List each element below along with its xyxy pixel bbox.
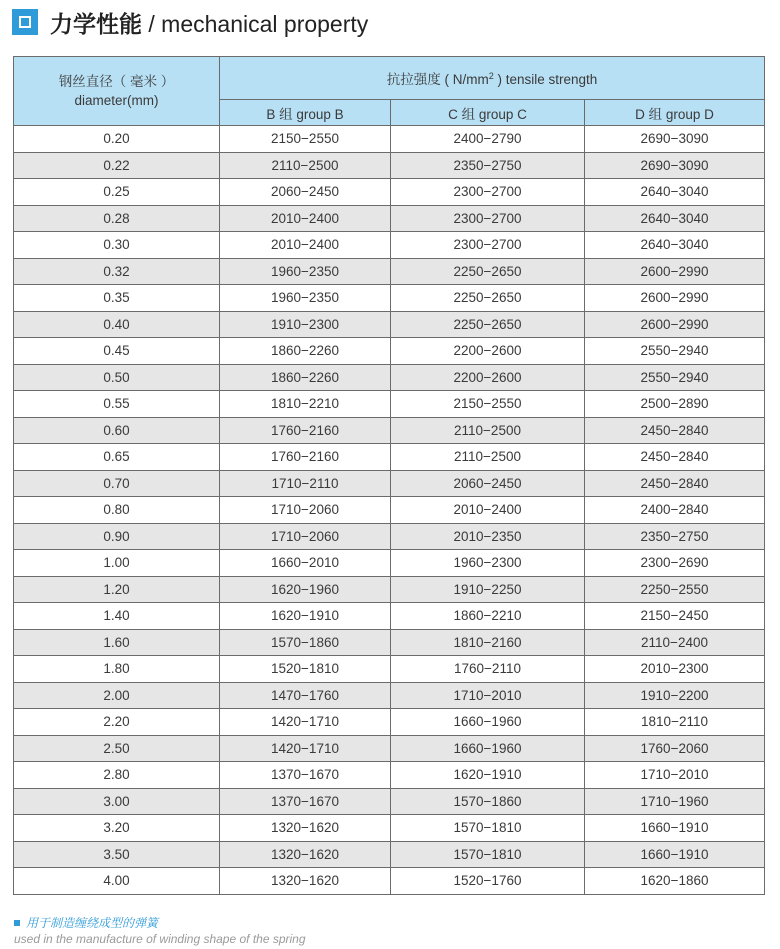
diameter-cell: 3.50 xyxy=(14,841,220,868)
group-c-cell: 2110−2500 xyxy=(391,444,585,471)
footnote-bullet-icon xyxy=(14,920,20,926)
diameter-cell: 0.25 xyxy=(14,179,220,206)
group-c-cell: 2010−2350 xyxy=(391,523,585,550)
group-c-cell: 2250−2650 xyxy=(391,258,585,285)
group-b-cell: 1620−1910 xyxy=(220,603,391,630)
group-d-cell: 2450−2840 xyxy=(585,470,765,497)
group-b-cell: 1320−1620 xyxy=(220,841,391,868)
table-row xyxy=(14,338,765,365)
group-d-cell: 2450−2840 xyxy=(585,417,765,444)
group-b-cell: 1420−1710 xyxy=(220,735,391,762)
diameter-cell: 1.00 xyxy=(14,550,220,577)
group-d-cell: 2640−3040 xyxy=(585,205,765,232)
group-c-cell: 1860−2210 xyxy=(391,603,585,630)
diameter-cell: 0.80 xyxy=(14,497,220,524)
table-row xyxy=(14,788,765,815)
diameter-cell: 0.50 xyxy=(14,364,220,391)
group-d-cell: 2640−3040 xyxy=(585,232,765,259)
group-b-cell: 2060−2450 xyxy=(220,179,391,206)
group-d-cell: 2600−2990 xyxy=(585,311,765,338)
group-c-cell: 1710−2010 xyxy=(391,682,585,709)
title-en: mechanical property xyxy=(161,10,369,37)
group-b-cell: 1620−1960 xyxy=(220,576,391,603)
table-row xyxy=(14,470,765,497)
group-d-cell: 2600−2990 xyxy=(585,285,765,312)
group-b-cell: 1710−2110 xyxy=(220,470,391,497)
tensile-superscript: 2 xyxy=(488,71,494,81)
diameter-header-cn: 钢丝直径（ 毫米 ） xyxy=(58,74,175,89)
group-b-cell: 2010−2400 xyxy=(220,232,391,259)
diameter-cell: 2.80 xyxy=(14,762,220,789)
table-body xyxy=(14,126,765,895)
diameter-cell: 0.30 xyxy=(14,232,220,259)
table-row xyxy=(14,709,765,736)
group-b-cell: 1760−2160 xyxy=(220,444,391,471)
table-row xyxy=(14,841,765,868)
table-row xyxy=(14,444,765,471)
group-d-cell: 2250−2550 xyxy=(585,576,765,603)
group-c-cell: 1760−2110 xyxy=(391,656,585,683)
group-c-cell: 2150−2550 xyxy=(391,391,585,418)
table-row xyxy=(14,603,765,630)
diameter-cell: 0.65 xyxy=(14,444,220,471)
group-c-cell: 1620−1910 xyxy=(391,762,585,789)
title-cn: 力学性能 xyxy=(50,11,142,38)
table-row xyxy=(14,497,765,524)
group-d-cell: 2400−2840 xyxy=(585,497,765,524)
group-b-cell: 1370−1670 xyxy=(220,762,391,789)
group-b-cell: 1960−2350 xyxy=(220,258,391,285)
group-b-cell: 2110−2500 xyxy=(220,152,391,179)
table-row xyxy=(14,417,765,444)
group-b-cell: 1570−1860 xyxy=(220,629,391,656)
group-b-cell: 1320−1620 xyxy=(220,815,391,842)
group-d-cell: 2640−3040 xyxy=(585,179,765,206)
section-title xyxy=(12,6,368,38)
group-c-cell: 2350−2750 xyxy=(391,152,585,179)
group-c-cell: 2300−2700 xyxy=(391,205,585,232)
group-d-cell: 2690−3090 xyxy=(585,152,765,179)
diameter-cell: 0.35 xyxy=(14,285,220,312)
group-b-cell: 1710−2060 xyxy=(220,497,391,524)
footnote xyxy=(14,914,306,946)
diameter-cell: 1.20 xyxy=(14,576,220,603)
table-row xyxy=(14,391,765,418)
group-c-cell: 2250−2650 xyxy=(391,285,585,312)
group-b-cell: 1320−1620 xyxy=(220,868,391,895)
group-d-cell: 1660−1910 xyxy=(585,841,765,868)
group-d-cell: 2150−2450 xyxy=(585,603,765,630)
table-row xyxy=(14,868,765,895)
group-c-cell: 2250−2650 xyxy=(391,311,585,338)
group-b-cell: 1910−2300 xyxy=(220,311,391,338)
group-d-cell: 2600−2990 xyxy=(585,258,765,285)
group-d-cell: 1660−1910 xyxy=(585,815,765,842)
group-c-cell: 1810−2160 xyxy=(391,629,585,656)
group-d-cell: 2010−2300 xyxy=(585,656,765,683)
group-c-cell: 2110−2500 xyxy=(391,417,585,444)
table-row xyxy=(14,629,765,656)
table-row xyxy=(14,735,765,762)
group-d-cell: 1620−1860 xyxy=(585,868,765,895)
group-d-cell: 2350−2750 xyxy=(585,523,765,550)
group-b-cell: 1860−2260 xyxy=(220,338,391,365)
diameter-cell: 1.80 xyxy=(14,656,220,683)
group-d-cell: 2450−2840 xyxy=(585,444,765,471)
group-c-cell: 2300−2700 xyxy=(391,232,585,259)
group-b-header: B 组 group B xyxy=(220,100,391,126)
table-row xyxy=(14,550,765,577)
title-separator: / xyxy=(142,10,162,37)
group-b-cell: 1960−2350 xyxy=(220,285,391,312)
diameter-header-en: diameter(mm) xyxy=(74,93,159,108)
diameter-cell: 1.60 xyxy=(14,629,220,656)
table-row xyxy=(14,205,765,232)
table-row xyxy=(14,815,765,842)
group-b-cell: 1810−2210 xyxy=(220,391,391,418)
diameter-cell: 0.90 xyxy=(14,523,220,550)
table-row xyxy=(14,179,765,206)
diameter-cell: 2.20 xyxy=(14,709,220,736)
group-c-cell: 1570−1810 xyxy=(391,815,585,842)
group-d-cell: 2110−2400 xyxy=(585,629,765,656)
tensile-suffix: ) tensile strength xyxy=(493,72,598,87)
page-title xyxy=(50,6,368,39)
diameter-cell: 3.20 xyxy=(14,815,220,842)
group-d-cell: 1810−2110 xyxy=(585,709,765,736)
group-d-cell: 1710−1960 xyxy=(585,788,765,815)
group-b-cell: 1710−2060 xyxy=(220,523,391,550)
group-c-cell: 2060−2450 xyxy=(391,470,585,497)
diameter-cell: 2.00 xyxy=(14,682,220,709)
tensile-strength-header xyxy=(220,57,765,100)
table-row xyxy=(14,126,765,153)
group-c-cell: 2200−2600 xyxy=(391,338,585,365)
group-d-cell: 2550−2940 xyxy=(585,364,765,391)
group-d-cell: 1760−2060 xyxy=(585,735,765,762)
group-d-cell: 2300−2690 xyxy=(585,550,765,577)
diameter-cell: 3.00 xyxy=(14,788,220,815)
group-c-cell: 1570−1810 xyxy=(391,841,585,868)
group-c-cell: 2200−2600 xyxy=(391,364,585,391)
diameter-cell: 0.20 xyxy=(14,126,220,153)
group-b-cell: 1470−1760 xyxy=(220,682,391,709)
diameter-cell: 0.70 xyxy=(14,470,220,497)
table-row xyxy=(14,311,765,338)
diameter-cell: 0.55 xyxy=(14,391,220,418)
diameter-cell: 0.40 xyxy=(14,311,220,338)
tensile-prefix: 抗拉强度 ( N/mm xyxy=(386,72,489,87)
group-d-cell: 2690−3090 xyxy=(585,126,765,153)
group-b-cell: 2010−2400 xyxy=(220,205,391,232)
table-row xyxy=(14,656,765,683)
diameter-cell: 2.50 xyxy=(14,735,220,762)
group-c-cell: 1660−1960 xyxy=(391,735,585,762)
group-c-cell: 2010−2400 xyxy=(391,497,585,524)
table-row xyxy=(14,682,765,709)
group-b-cell: 1760−2160 xyxy=(220,417,391,444)
diameter-header xyxy=(14,57,220,126)
group-d-cell: 1710−2010 xyxy=(585,762,765,789)
group-b-cell: 2150−2550 xyxy=(220,126,391,153)
group-b-cell: 1860−2260 xyxy=(220,364,391,391)
footnote-cn: 用于制造缠绕成型的弹簧 xyxy=(26,916,159,930)
footnote-en: used in the manufacture of winding shape of the spring xyxy=(14,932,306,946)
table-row xyxy=(14,364,765,391)
square-bullet-icon xyxy=(12,9,38,35)
group-c-cell: 1520−1760 xyxy=(391,868,585,895)
diameter-cell: 0.32 xyxy=(14,258,220,285)
group-c-cell: 1570−1860 xyxy=(391,788,585,815)
group-c-header: C 组 group C xyxy=(391,100,585,126)
group-c-cell: 1660−1960 xyxy=(391,709,585,736)
table-row xyxy=(14,285,765,312)
group-d-cell: 2550−2940 xyxy=(585,338,765,365)
group-d-cell: 1910−2200 xyxy=(585,682,765,709)
table-row xyxy=(14,576,765,603)
diameter-cell: 4.00 xyxy=(14,868,220,895)
group-c-cell: 2300−2700 xyxy=(391,179,585,206)
group-c-cell: 2400−2790 xyxy=(391,126,585,153)
group-d-header: D 组 group D xyxy=(585,100,765,126)
group-b-cell: 1420−1710 xyxy=(220,709,391,736)
group-c-cell: 1960−2300 xyxy=(391,550,585,577)
group-b-cell: 1660−2010 xyxy=(220,550,391,577)
mechanical-property-table xyxy=(13,56,765,895)
table-row xyxy=(14,523,765,550)
diameter-cell: 0.28 xyxy=(14,205,220,232)
diameter-cell: 0.60 xyxy=(14,417,220,444)
diameter-cell: 1.40 xyxy=(14,603,220,630)
diameter-cell: 0.22 xyxy=(14,152,220,179)
group-b-cell: 1520−1810 xyxy=(220,656,391,683)
table-row xyxy=(14,152,765,179)
group-d-cell: 2500−2890 xyxy=(585,391,765,418)
group-c-cell: 1910−2250 xyxy=(391,576,585,603)
diameter-cell: 0.45 xyxy=(14,338,220,365)
table-row xyxy=(14,258,765,285)
table-row xyxy=(14,232,765,259)
group-b-cell: 1370−1670 xyxy=(220,788,391,815)
table-row xyxy=(14,762,765,789)
